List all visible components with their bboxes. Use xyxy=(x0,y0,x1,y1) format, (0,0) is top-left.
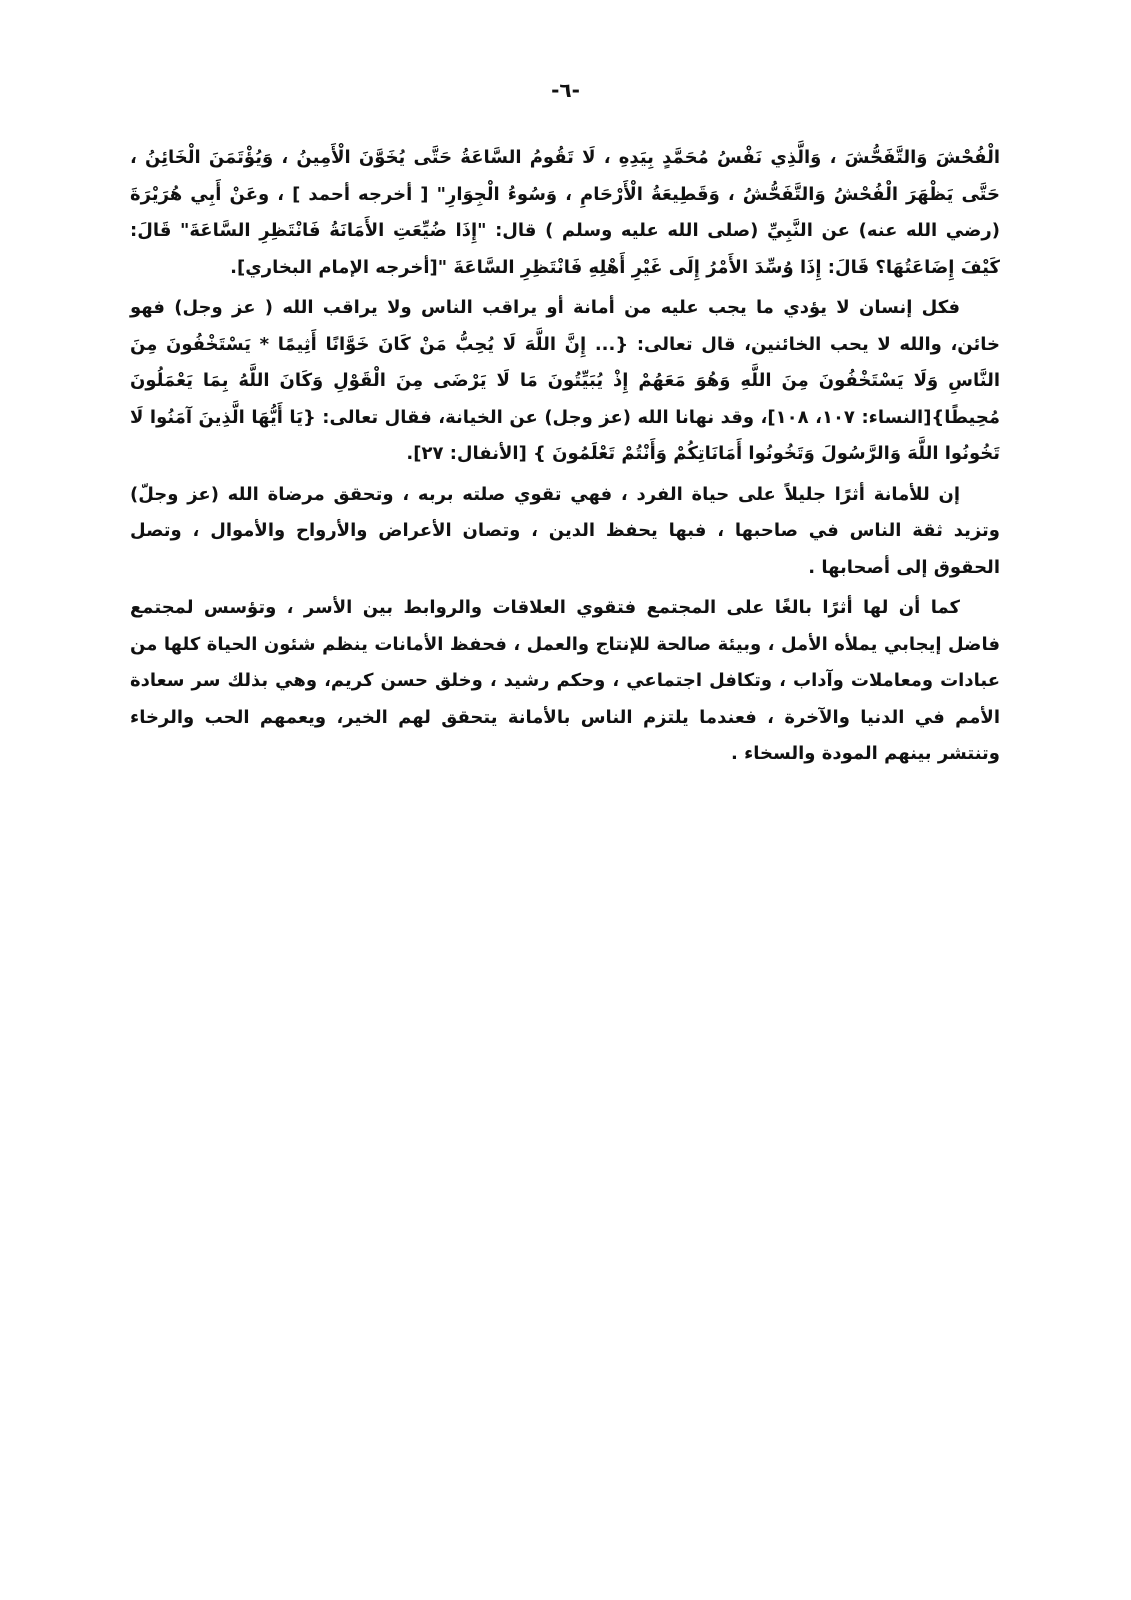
paragraph-individual-effect: إن للأمانة أثرًا جليلاً على حياة الفرد ، فهي تقوي صلته بربه ، وتحقق مرضاة الله (عز وجلّ) وتزيد ثقة الناس في صاحبها ، فبها يحفظ الدين ، وتصان الأعراض والأرواح والأموال ، وتصل الحقوق إلى أصحابها . xyxy=(130,483,1000,578)
page-number: -٦- xyxy=(551,78,580,102)
paragraph-society-effect: كما أن لها أثرًا بالغًا على المجتمع فتقوي العلاقات والروابط بين الأسر ، وتؤسس لمجتمع فاضل إيجابي يملأه الأمل ، وبيئة صالحة للإنتاج والعمل ، فحفظ الأمانات ينظم شئون الحياة كلها من عبادات ومعاملات وآداب ، وتكافل اجتماعي ، وحكم رشيد ، وخلق حسن كريم، وهي بذلك سر سعادة الأمم في الدنيا والآخرة ، فعندما يلتزم الناس بالأمانة يتحقق لهم الخير، ويعمهم الحب والرخاء وتنتشر بينهم المودة والسخاء . xyxy=(130,597,1000,764)
paragraph-hadith: الْفُحْشَ وَالتَّفَحُّشَ ، وَالَّذِي نَفْسُ مُحَمَّدٍ بِيَدِهِ ، لَا تَقُومُ السَّاعَةُ حَتَّى يُخَوَّنَ الْأَمِينُ ، وَيُؤْتَمَنَ الْخَائِنُ ، حَتَّى يَظْهَرَ الْفُحْشُ وَالتَّفَحُّشُ ، وَقَطِيعَةُ الْأَرْحَامِ ، وَسُوءُ الْجِوَارِ" [ أخرجه أحمد ] ، وعَنْ أَبِي هُرَيْرَةَ (رضي الله عنه) عن النَّبِيِّ (صلى الله عليه وسلم ) قال: "إِذَا ضُيِّعَتِ الأَمَانَةُ فَانْتَظِرِ السَّاعَةَ" قَالَ: كَيْفَ إِضَاعَتُهَا؟ قَالَ: إِذَا وُسِّدَ الأَمْرُ إِلَى غَيْرِ أَهْلِهِ فَانْتَظِرِ السَّاعَةَ "[أخرجه الإمام البخاري]. xyxy=(130,147,1000,278)
paragraph-betrayal: فكل إنسان لا يؤدي ما يجب عليه من أمانة أو يراقب الناس ولا يراقب الله ( عز وجل) فهو خائن، والله لا يحب الخائنين، قال تعالى: {... إِنَّ اللَّهَ لَا يُحِبُّ مَنْ كَانَ خَوَّانًا أَثِيمًا * يَسْتَخْفُونَ مِنَ النَّاسِ وَلَا يَسْتَخْفُونَ مِنَ اللَّهِ وَهُوَ مَعَهُمْ إِذْ يُبَيِّتُونَ مَا لَا يَرْضَى مِنَ الْقَوْلِ وَكَانَ اللَّهُ بِمَا يَعْمَلُونَ مُحِيطًا}[النساء: ١٠٧، ١٠٨]، وقد نهانا الله (عز وجل) عن الخيانة، فقال تعالى: {يَا أَيُّهَا الَّذِينَ آمَنُوا لَا تَخُونُوا اللَّهَ وَالرَّسُولَ وَتَخُونُوا أَمَانَاتِكُمْ وَأَنْتُمْ تَعْلَمُونَ } [الأنفال: ٢٧]. xyxy=(130,297,1000,464)
page-content xyxy=(130,140,1000,773)
